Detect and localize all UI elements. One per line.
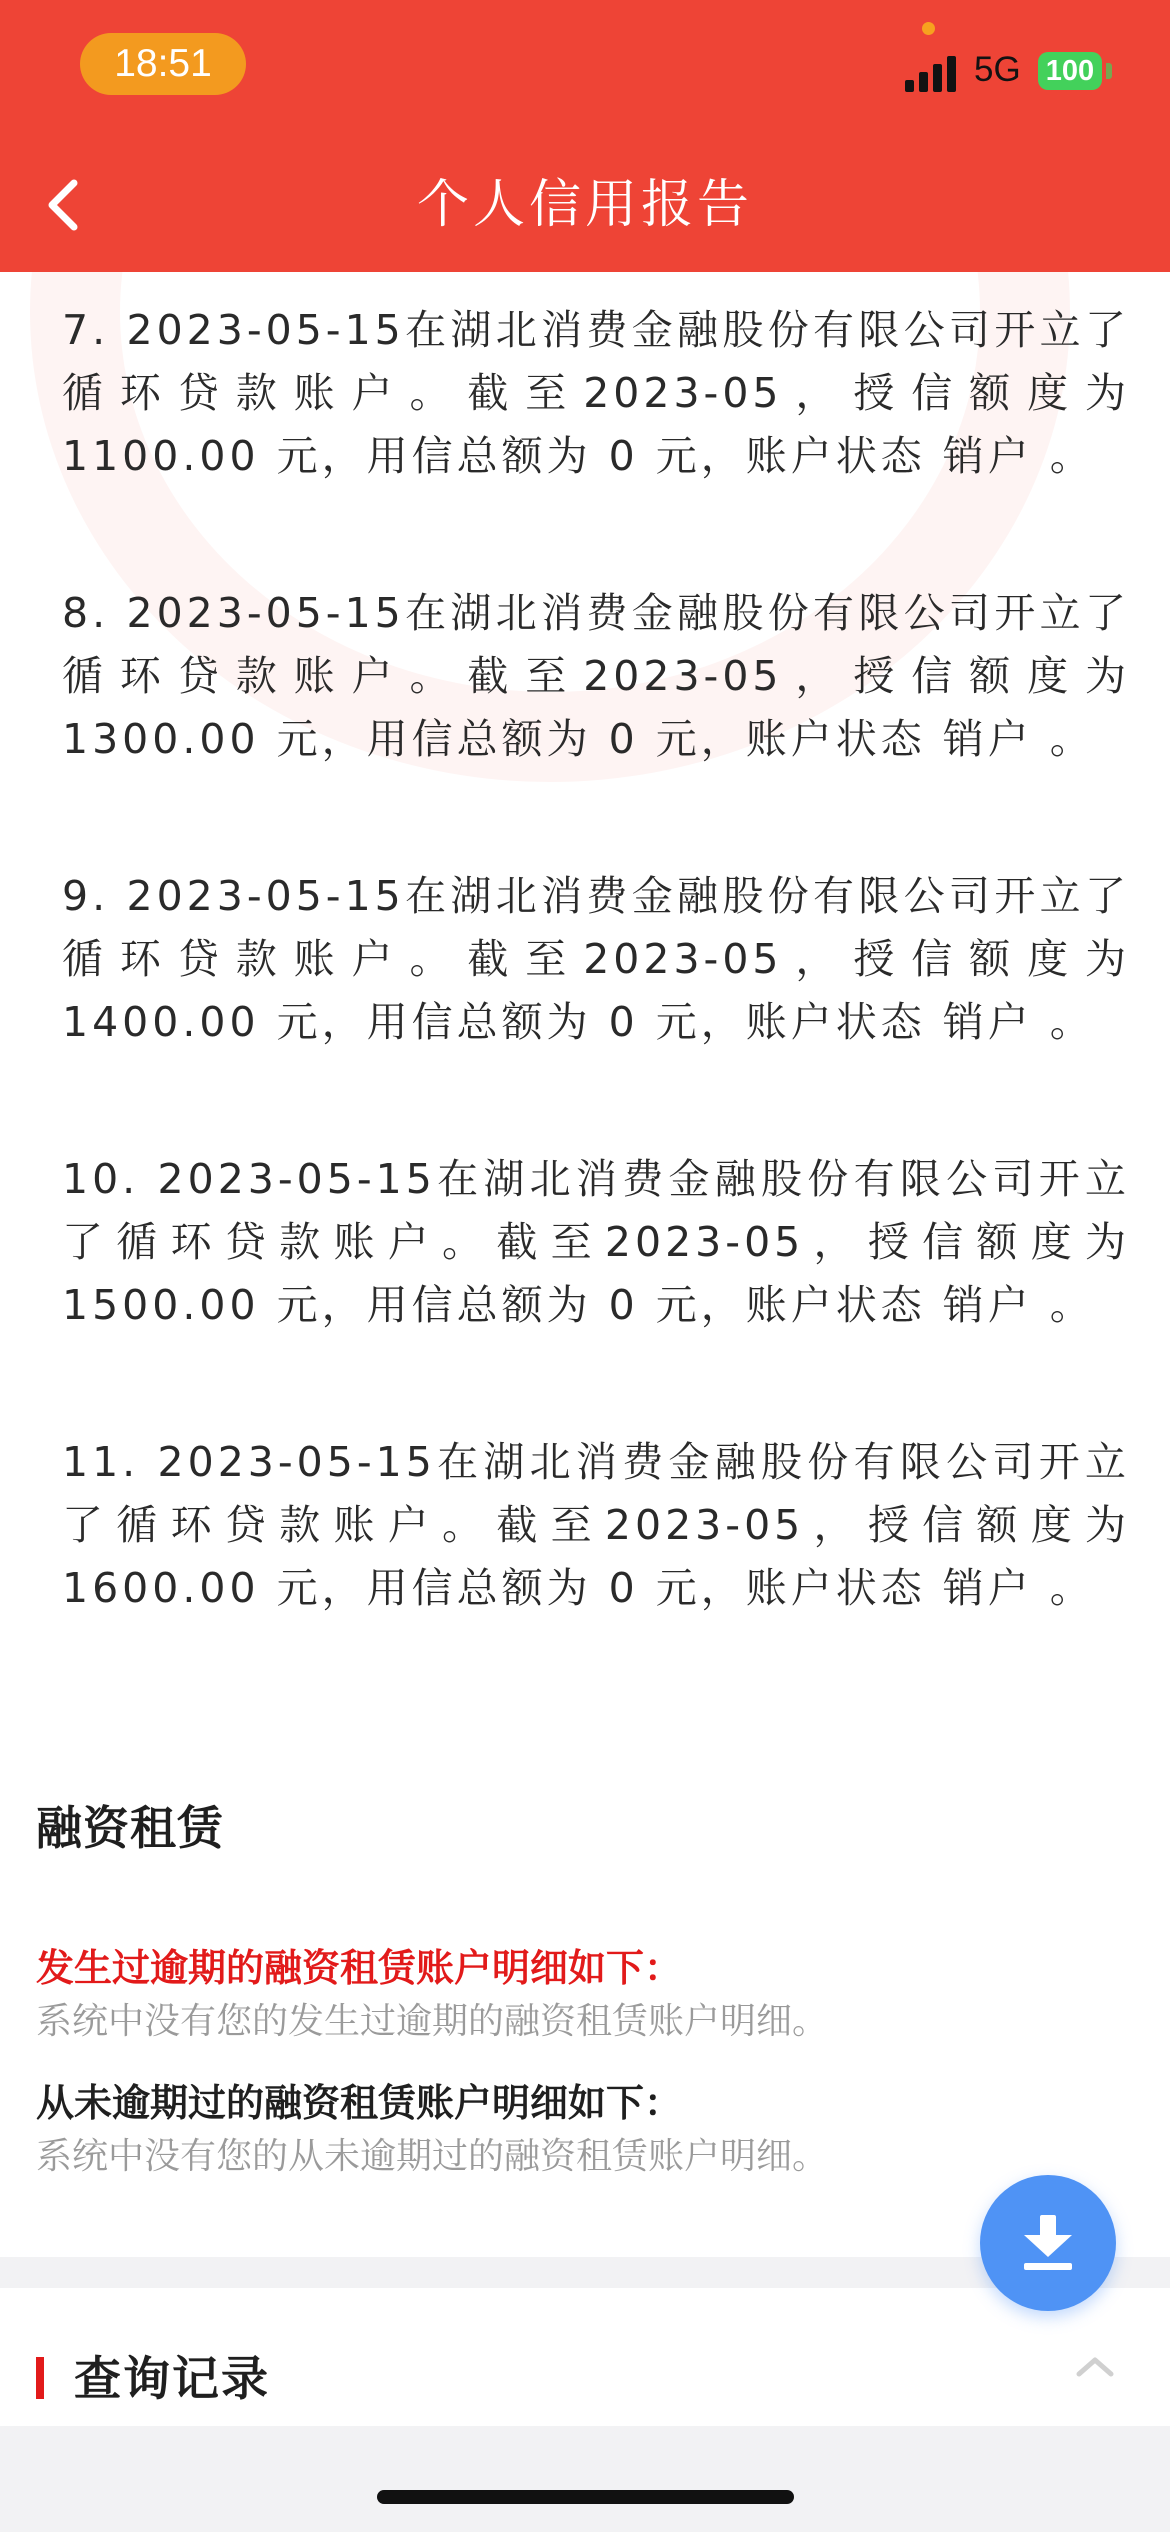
loan-record-7: 7. 2023-05-15在湖北消费金融股份有限公司开立了循环贷款账户。截至2023-05，授信额度为 1100.00 元，用信总额为 0 元，账户状态 销户 。 bbox=[62, 306, 1130, 480]
signal-strength-icon bbox=[905, 54, 959, 92]
overdue-leasing-label: 发生过逾期的融资租赁账户明细如下： bbox=[36, 1946, 683, 1990]
leasing-section-title: 融资租赁 bbox=[36, 1801, 224, 1855]
battery-icon: 100 bbox=[1038, 52, 1102, 90]
loan-record-10: 10. 2023-05-15在湖北消费金融股份有限公司开立了循环贷款账户。截至2023-05，授信额度为 1500.00 元，用信总额为 0 元，账户状态 销户 。 bbox=[62, 1155, 1130, 1329]
privacy-indicator-dot bbox=[922, 22, 935, 35]
download-button[interactable] bbox=[980, 2175, 1116, 2311]
network-type: 5G bbox=[974, 50, 1021, 89]
home-indicator[interactable] bbox=[377, 2490, 794, 2504]
page-title: 个人信用报告 bbox=[416, 175, 753, 235]
loan-record-11: 11. 2023-05-15在湖北消费金融股份有限公司开立了循环贷款账户。截至2023-05，授信额度为 1600.00 元，用信总额为 0 元，账户状态 销户 。 bbox=[62, 1438, 1130, 1612]
battery-tip bbox=[1106, 63, 1112, 79]
app-header bbox=[0, 0, 1170, 272]
loan-record-8: 8. 2023-05-15在湖北消费金融股份有限公司开立了循环贷款账户。截至2023-05，授信额度为 1300.00 元，用信总额为 0 元，账户状态 销户 。 bbox=[62, 589, 1130, 763]
section-accent-bar bbox=[36, 2357, 44, 2399]
status-time: 18:51 bbox=[80, 33, 246, 95]
never-overdue-leasing-desc: 系统中没有您的从未逾期过的融资租赁账户明细。 bbox=[36, 2136, 829, 2177]
loan-record-9: 9. 2023-05-15在湖北消费金融股份有限公司开立了循环贷款账户。截至2023-05，授信额度为 1400.00 元，用信总额为 0 元，账户状态 销户 。 bbox=[62, 872, 1130, 1046]
download-icon bbox=[1018, 2211, 1078, 2275]
never-overdue-leasing-label: 从未逾期过的融资租赁账户明细如下： bbox=[36, 2081, 683, 2125]
overdue-leasing-desc: 系统中没有您的发生过逾期的融资租赁账户明细。 bbox=[36, 2001, 829, 2042]
chevron-up-icon[interactable] bbox=[1073, 2352, 1117, 2380]
query-records-title: 查询记录 bbox=[74, 2352, 270, 2407]
report-card bbox=[0, 272, 1170, 2257]
